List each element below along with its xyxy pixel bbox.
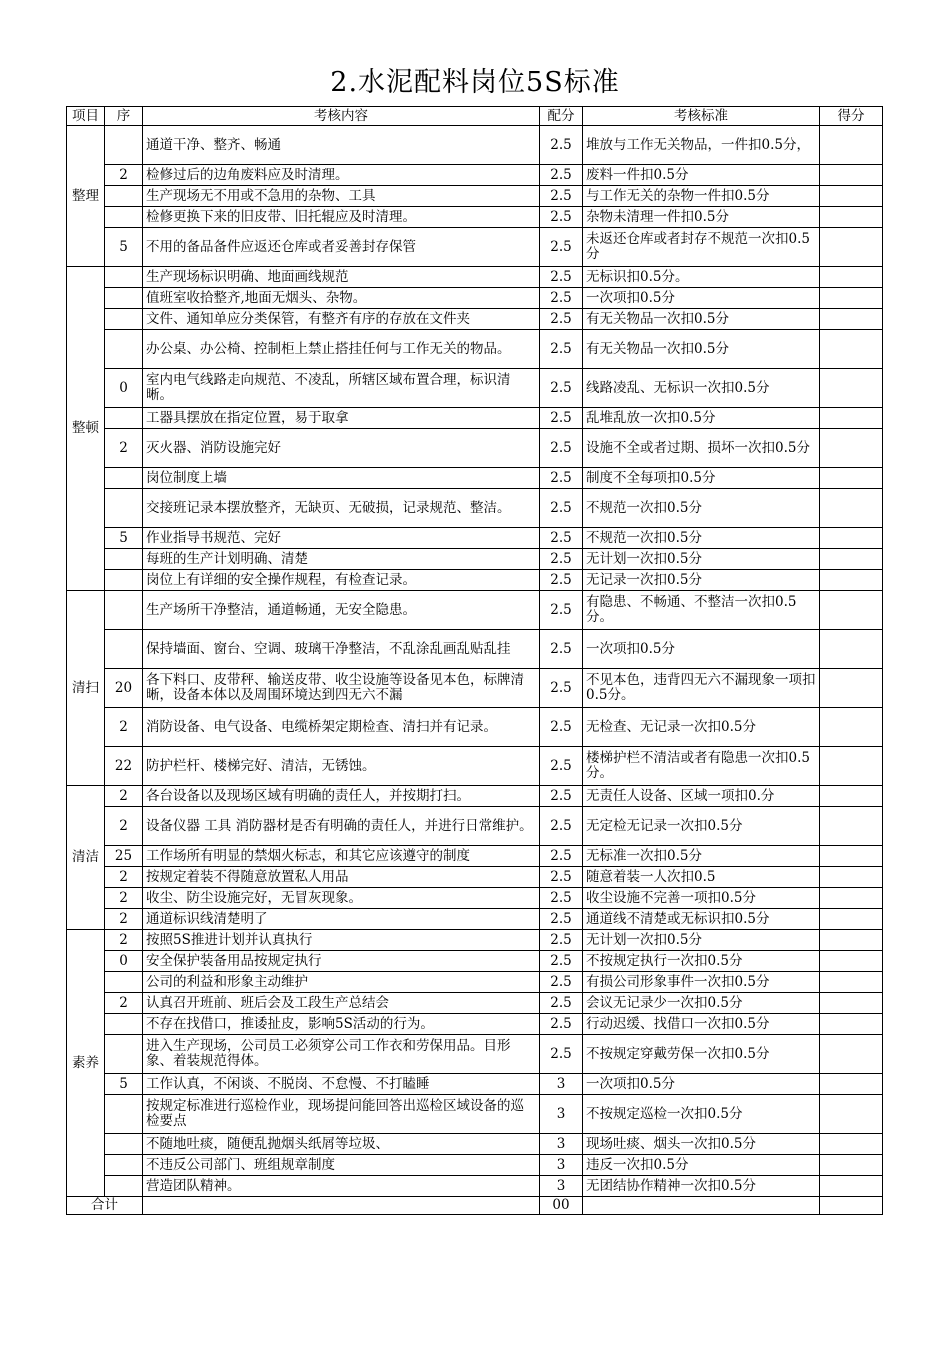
row-standard: 一次项扣0.5分 xyxy=(583,288,820,309)
row-content: 通道标识线清楚明了 xyxy=(143,909,540,930)
row-content: 不用的备品备件应返还仓库或者妥善封存保管 xyxy=(143,228,540,267)
row-got-score xyxy=(820,1074,883,1095)
header-item: 项目 xyxy=(67,107,105,126)
row-content: 灭火器、消防设施完好 xyxy=(143,429,540,468)
row-score: 2.5 xyxy=(540,993,583,1014)
row-score: 3 xyxy=(540,1134,583,1155)
table-row xyxy=(67,330,883,369)
total-label: 合计 xyxy=(67,1197,143,1215)
row-score: 2.5 xyxy=(540,1035,583,1074)
row-content: 文件、通知单应分类保管，有整齐有序的存放在文件夹 xyxy=(143,309,540,330)
row-content: 收尘、防尘设施完好，无冒灰现象。 xyxy=(143,888,540,909)
row-got-score xyxy=(820,993,883,1014)
table-row xyxy=(67,1134,883,1155)
row-content: 室内电气线路走向规范、不凌乱，所辖区域布置合理，标识清晰。 xyxy=(143,369,540,408)
row-seq xyxy=(105,1035,143,1074)
row-seq xyxy=(105,186,143,207)
header-row xyxy=(67,107,883,126)
row-content: 认真召开班前、班后会及工段生产总结会 xyxy=(143,993,540,1014)
row-standard: 现场吐痰、烟头一次扣0.5分 xyxy=(583,1134,820,1155)
row-score: 3 xyxy=(540,1095,583,1134)
row-seq: 25 xyxy=(105,846,143,867)
row-standard: 一次项扣0.5分 xyxy=(583,1074,820,1095)
row-got-score xyxy=(820,408,883,429)
table-row xyxy=(67,549,883,570)
row-standard: 无检查、无记录一次扣0.5分 xyxy=(583,708,820,747)
row-score: 2.5 xyxy=(540,972,583,993)
row-content: 交接班记录本摆放整齐，无缺页、无破损，记录规范、整洁。 xyxy=(143,489,540,528)
row-got-score xyxy=(820,630,883,669)
row-standard: 未返还仓库或者封存不规范一次扣0.5分 xyxy=(583,228,820,267)
row-score: 2.5 xyxy=(540,786,583,807)
row-seq xyxy=(105,549,143,570)
section-label: 素养 xyxy=(67,930,105,1197)
row-content: 消防设备、电气设备、电缆桥架定期检查、清扫并有记录。 xyxy=(143,708,540,747)
row-standard: 随意着装一人次扣0.5 xyxy=(583,867,820,888)
row-score: 2.5 xyxy=(540,429,583,468)
row-got-score xyxy=(820,267,883,288)
row-seq xyxy=(105,468,143,489)
row-got-score xyxy=(820,747,883,786)
row-got-score xyxy=(820,846,883,867)
row-score: 2.5 xyxy=(540,207,583,228)
row-got-score xyxy=(820,888,883,909)
row-seq: 0 xyxy=(105,951,143,972)
row-standard: 不见本色，违背四无六不漏现象一项扣0.5分。 xyxy=(583,669,820,708)
row-seq xyxy=(105,207,143,228)
table-row xyxy=(67,888,883,909)
header-standard: 考核标准 xyxy=(583,107,820,126)
total-row xyxy=(67,1197,883,1215)
table-row xyxy=(67,951,883,972)
row-standard: 有损公司形象事件一次扣0.5分 xyxy=(583,972,820,993)
row-content: 不随地吐痰，随便乱抛烟头纸屑等垃圾、 xyxy=(143,1134,540,1155)
row-score: 2.5 xyxy=(540,630,583,669)
table-row xyxy=(67,126,883,165)
row-standard: 无定检无记录一次扣0.5分 xyxy=(583,807,820,846)
row-score: 2.5 xyxy=(540,126,583,165)
row-content: 按照5S推进计划并认真执行 xyxy=(143,930,540,951)
table-row xyxy=(67,1155,883,1176)
row-standard: 不按规定巡检一次扣0.5分 xyxy=(583,1095,820,1134)
row-standard: 有无关物品一次扣0.5分 xyxy=(583,309,820,330)
row-content: 不存在找借口，推诿扯皮，影响5S活动的行为。 xyxy=(143,1014,540,1035)
row-content: 安全保护装备用品按规定执行 xyxy=(143,951,540,972)
row-seq xyxy=(105,591,143,630)
row-content: 工作场所有明显的禁烟火标志，和其它应该遵守的制度 xyxy=(143,846,540,867)
total-blank xyxy=(143,1197,540,1215)
header-got: 得分 xyxy=(820,107,883,126)
row-content: 工作认真，不闲谈、不脱岗、不怠慢、不打瞌睡 xyxy=(143,1074,540,1095)
table-row xyxy=(67,807,883,846)
row-got-score xyxy=(820,669,883,708)
section-label: 清扫 xyxy=(67,591,105,786)
row-got-score xyxy=(820,1155,883,1176)
table-row xyxy=(67,786,883,807)
row-score: 2.5 xyxy=(540,867,583,888)
table-row xyxy=(67,228,883,267)
row-got-score xyxy=(820,186,883,207)
row-got-score xyxy=(820,1134,883,1155)
row-seq xyxy=(105,288,143,309)
row-content: 生产场所干净整洁，通道畅通，无安全隐患。 xyxy=(143,591,540,630)
row-score: 2.5 xyxy=(540,165,583,186)
row-content: 设备仪器 工具 消防器材是否有明确的责任人，并进行日常维护。 xyxy=(143,807,540,846)
row-got-score xyxy=(820,528,883,549)
row-score: 2.5 xyxy=(540,489,583,528)
row-seq xyxy=(105,126,143,165)
row-standard: 无团结协作精神一次扣0.5分 xyxy=(583,1176,820,1197)
table-row xyxy=(67,267,883,288)
row-seq xyxy=(105,1014,143,1035)
row-content: 通道干净、整齐、畅通 xyxy=(143,126,540,165)
row-standard: 违反一次扣0.5分 xyxy=(583,1155,820,1176)
table-row xyxy=(67,489,883,528)
row-seq: 2 xyxy=(105,429,143,468)
table-row xyxy=(67,1176,883,1197)
row-content: 检修过后的边角废料应及时清理。 xyxy=(143,165,540,186)
row-standard: 有无关物品一次扣0.5分 xyxy=(583,330,820,369)
row-standard: 无责任人设备、区域一项扣0.分 xyxy=(583,786,820,807)
table-row xyxy=(67,909,883,930)
row-got-score xyxy=(820,1014,883,1035)
row-content: 生产现场标识明确、地面画线规范 xyxy=(143,267,540,288)
row-seq: 2 xyxy=(105,930,143,951)
table-row xyxy=(67,186,883,207)
row-standard: 与工作无关的杂物一件扣0.5分 xyxy=(583,186,820,207)
row-content: 岗位制度上墙 xyxy=(143,468,540,489)
row-score: 2.5 xyxy=(540,228,583,267)
row-seq: 2 xyxy=(105,165,143,186)
row-seq: 22 xyxy=(105,747,143,786)
row-got-score xyxy=(820,708,883,747)
row-standard: 行动迟缓、找借口一次扣0.5分 xyxy=(583,1014,820,1035)
row-score: 2.5 xyxy=(540,528,583,549)
row-seq: 5 xyxy=(105,1074,143,1095)
row-score: 2.5 xyxy=(540,309,583,330)
table-row xyxy=(67,207,883,228)
row-standard: 无计划一次扣0.5分 xyxy=(583,549,820,570)
table-row xyxy=(67,1074,883,1095)
table-row xyxy=(67,468,883,489)
row-score: 2.5 xyxy=(540,669,583,708)
row-got-score xyxy=(820,429,883,468)
row-content: 各台设备以及现场区域有明确的责任人，并按期打扫。 xyxy=(143,786,540,807)
row-score: 2.5 xyxy=(540,468,583,489)
row-got-score xyxy=(820,807,883,846)
row-content: 各下料口、皮带秤、输送皮带、收尘设施等设备见本色，标牌清晰，设备本体以及周围环境达到四无六不漏 xyxy=(143,669,540,708)
row-seq: 20 xyxy=(105,669,143,708)
row-standard: 不规范一次扣0.5分 xyxy=(583,528,820,549)
header-content: 考核内容 xyxy=(143,107,540,126)
row-standard: 楼梯护栏不清洁或者有隐患一次扣0.5分。 xyxy=(583,747,820,786)
row-got-score xyxy=(820,549,883,570)
row-got-score xyxy=(820,1176,883,1197)
row-got-score xyxy=(820,1035,883,1074)
row-got-score xyxy=(820,468,883,489)
row-content: 防护栏杆、楼梯完好、清洁，无锈蚀。 xyxy=(143,747,540,786)
row-score: 2.5 xyxy=(540,909,583,930)
section-label: 清洁 xyxy=(67,786,105,930)
row-seq xyxy=(105,267,143,288)
row-got-score xyxy=(820,909,883,930)
row-standard: 有隐患、不畅通、不整洁一次扣0.5分。 xyxy=(583,591,820,630)
row-score: 2.5 xyxy=(540,330,583,369)
table-row xyxy=(67,369,883,408)
row-seq xyxy=(105,330,143,369)
row-got-score xyxy=(820,207,883,228)
row-seq xyxy=(105,1095,143,1134)
row-seq xyxy=(105,1176,143,1197)
row-standard: 废料一件扣0.5分 xyxy=(583,165,820,186)
row-score: 2.5 xyxy=(540,747,583,786)
table-row xyxy=(67,930,883,951)
total-standard-blank xyxy=(583,1197,820,1215)
table-row xyxy=(67,309,883,330)
row-score: 2.5 xyxy=(540,591,583,630)
row-seq: 0 xyxy=(105,369,143,408)
total-got-blank xyxy=(820,1197,883,1215)
row-score: 2.5 xyxy=(540,549,583,570)
table-row xyxy=(67,669,883,708)
row-got-score xyxy=(820,165,883,186)
row-seq xyxy=(105,570,143,591)
row-content: 营造团队精神。 xyxy=(143,1176,540,1197)
table-row xyxy=(67,972,883,993)
row-got-score xyxy=(820,288,883,309)
row-got-score xyxy=(820,591,883,630)
row-content: 按规定标准进行巡检作业，现场提问能回答出巡检区域设备的巡检要点 xyxy=(143,1095,540,1134)
row-standard: 线路凌乱、无标识一次扣0.5分 xyxy=(583,369,820,408)
row-score: 2.5 xyxy=(540,1014,583,1035)
row-seq xyxy=(105,972,143,993)
row-content: 值班室收拾整齐,地面无烟头、杂物。 xyxy=(143,288,540,309)
row-seq xyxy=(105,1134,143,1155)
row-seq: 2 xyxy=(105,993,143,1014)
row-score: 2.5 xyxy=(540,288,583,309)
row-score: 2.5 xyxy=(540,186,583,207)
row-score: 2.5 xyxy=(540,807,583,846)
table-row xyxy=(67,408,883,429)
row-standard: 通道线不清楚或无标识扣0.5分 xyxy=(583,909,820,930)
row-got-score xyxy=(820,489,883,528)
row-got-score xyxy=(820,570,883,591)
row-got-score xyxy=(820,126,883,165)
row-got-score xyxy=(820,930,883,951)
row-seq xyxy=(105,489,143,528)
row-content: 检修更换下来的旧皮带、旧托辊应及时清理。 xyxy=(143,207,540,228)
assessment-table xyxy=(66,106,883,1215)
row-seq xyxy=(105,309,143,330)
row-standard: 无计划一次扣0.5分 xyxy=(583,930,820,951)
row-score: 2.5 xyxy=(540,846,583,867)
row-seq: 2 xyxy=(105,888,143,909)
row-got-score xyxy=(820,972,883,993)
total-score: 00 xyxy=(540,1197,583,1215)
row-seq: 2 xyxy=(105,786,143,807)
row-score: 2.5 xyxy=(540,369,583,408)
row-content: 工器具摆放在指定位置，易于取拿 xyxy=(143,408,540,429)
row-score: 3 xyxy=(540,1155,583,1176)
section-label: 整顿 xyxy=(67,267,105,591)
row-got-score xyxy=(820,867,883,888)
row-standard: 杂物未清理一件扣0.5分 xyxy=(583,207,820,228)
row-standard: 堆放与工作无关物品，一件扣0.5分， xyxy=(583,126,820,165)
table-row xyxy=(67,993,883,1014)
row-content: 岗位上有详细的安全操作规程，有检查记录。 xyxy=(143,570,540,591)
row-standard: 会议无记录少一次扣0.5分 xyxy=(583,993,820,1014)
row-content: 不违反公司部门、班组规章制度 xyxy=(143,1155,540,1176)
table-row xyxy=(67,1014,883,1035)
table-row xyxy=(67,528,883,549)
row-content: 按规定着装不得随意放置私人用品 xyxy=(143,867,540,888)
row-score: 2.5 xyxy=(540,888,583,909)
row-got-score xyxy=(820,951,883,972)
row-standard: 乱堆乱放一次扣0.5分 xyxy=(583,408,820,429)
row-seq xyxy=(105,408,143,429)
row-seq xyxy=(105,630,143,669)
row-score: 2.5 xyxy=(540,570,583,591)
row-standard: 无标准一次扣0.5分 xyxy=(583,846,820,867)
row-content: 每班的生产计划明确、清楚 xyxy=(143,549,540,570)
row-score: 2.5 xyxy=(540,408,583,429)
header-seq: 序 xyxy=(105,107,143,126)
row-standard: 一次项扣0.5分 xyxy=(583,630,820,669)
row-score: 3 xyxy=(540,1176,583,1197)
header-score: 配分 xyxy=(540,107,583,126)
table-row xyxy=(67,429,883,468)
row-seq xyxy=(105,1155,143,1176)
table-row xyxy=(67,846,883,867)
row-got-score xyxy=(820,309,883,330)
table-row xyxy=(67,747,883,786)
row-content: 公司的利益和形象主动维护 xyxy=(143,972,540,993)
row-standard: 不按规定穿戴劳保一次扣0.5分 xyxy=(583,1035,820,1074)
row-content: 进入生产现场，公司员工必须穿公司工作衣和劳保用品。目形象、着装规范得体。 xyxy=(143,1035,540,1074)
row-standard: 收尘设施不完善一项扣0.5分 xyxy=(583,888,820,909)
table-row xyxy=(67,708,883,747)
row-standard: 不规范一次扣0.5分 xyxy=(583,489,820,528)
row-seq: 5 xyxy=(105,228,143,267)
row-got-score xyxy=(820,786,883,807)
row-got-score xyxy=(820,1095,883,1134)
table-row xyxy=(67,288,883,309)
row-seq: 2 xyxy=(105,708,143,747)
table-row xyxy=(67,867,883,888)
table-row xyxy=(67,165,883,186)
row-content: 办公桌、办公椅、控制柜上禁止搭挂任何与工作无关的物品。 xyxy=(143,330,540,369)
section-label: 整理 xyxy=(67,126,105,267)
table-row xyxy=(67,1095,883,1134)
row-standard: 无标识扣0.5分。 xyxy=(583,267,820,288)
row-content: 生产现场无不用或不急用的杂物、工具 xyxy=(143,186,540,207)
row-score: 2.5 xyxy=(540,951,583,972)
row-standard: 设施不全或者过期、损坏一次扣0.5分 xyxy=(583,429,820,468)
row-standard: 不按规定执行一次扣0.5分 xyxy=(583,951,820,972)
row-got-score xyxy=(820,369,883,408)
row-seq: 5 xyxy=(105,528,143,549)
row-score: 3 xyxy=(540,1074,583,1095)
row-score: 2.5 xyxy=(540,930,583,951)
row-seq: 2 xyxy=(105,909,143,930)
table-row xyxy=(67,1035,883,1074)
page-title: 2.水泥配料岗位5S标准 xyxy=(330,67,620,98)
table-row xyxy=(67,591,883,630)
row-seq: 2 xyxy=(105,807,143,846)
row-content: 保持墙面、窗台、空调、玻璃干净整洁，不乱涂乱画乱贴乱挂 xyxy=(143,630,540,669)
row-score: 2.5 xyxy=(540,267,583,288)
row-score: 2.5 xyxy=(540,708,583,747)
table-row xyxy=(67,570,883,591)
row-standard: 无记录一次扣0.5分 xyxy=(583,570,820,591)
row-got-score xyxy=(820,330,883,369)
row-seq: 2 xyxy=(105,867,143,888)
table-row xyxy=(67,630,883,669)
row-standard: 制度不全每项扣0.5分 xyxy=(583,468,820,489)
row-content: 作业指导书规范、完好 xyxy=(143,528,540,549)
row-got-score xyxy=(820,228,883,267)
